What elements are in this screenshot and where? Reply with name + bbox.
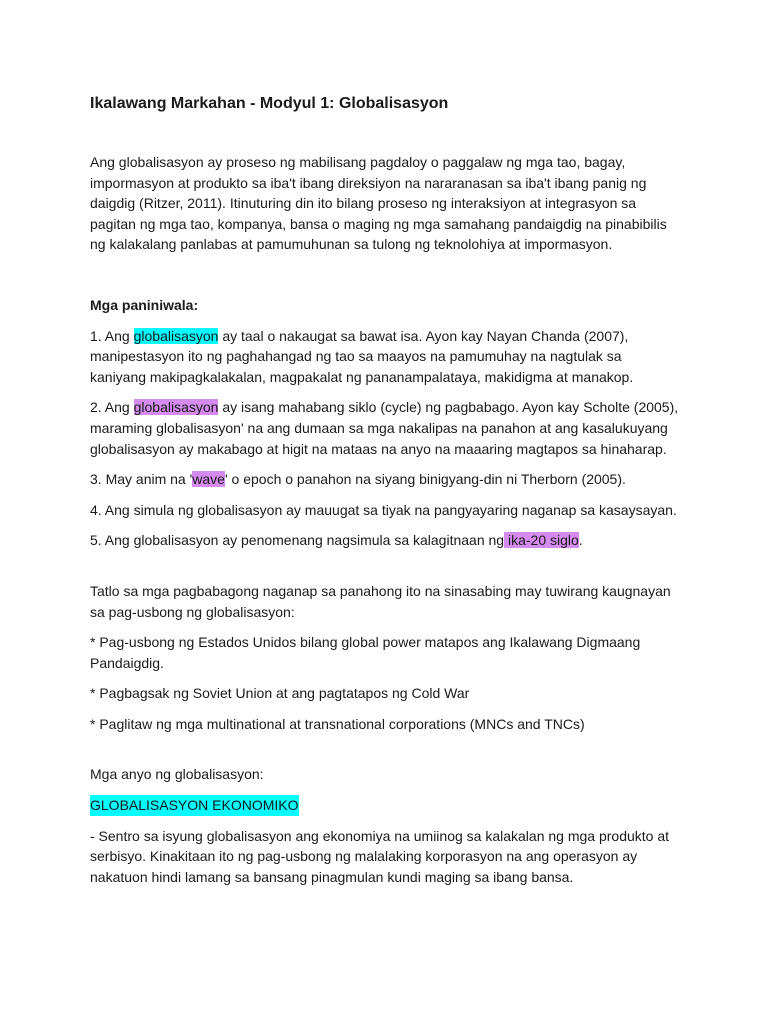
belief-item-5 (90, 530, 680, 551)
change-item-2: * Pagbagsak ng Soviet Union at ang pagtatapos ng Cold War (90, 685, 470, 702)
belief-2-after: ay isang mahabang siklo (cycle) ng pagbabago. Ayon kay Scholte (2005), maraming globalisasyon' na ang dumaan sa mga nakalipas na panahon at ang kasalukuyang globalisasyon ay makabago at higit na mataas na anyo na maaaring magtapos sa hinaharap. (90, 399, 679, 457)
belief-item-1 (90, 326, 680, 388)
belief-3-highlight: wave (192, 471, 225, 488)
belief-5-after: . (578, 532, 583, 549)
belief-2-before: 2. Ang (90, 399, 134, 416)
belief-2-highlight: globalisasyon (133, 399, 219, 416)
belief-3-after: ' o epoch o panahon na siyang binigyang-din ni Therborn (2005). (224, 471, 626, 488)
intro-paragraph: Ang globalisasyon ay proseso ng mabilisang pagdaloy o paggalaw ng mga tao, bagay, impormasyon at produkto sa iba't ibang direksiyon na nararanasan sa iba't ibang panig ng daigdig (Ritzer, 2011). Itinuturing din ito bilang proseso ng interaksiyon at integrasyon sa pagitan ng mga tao, kompanya, bansa o maging ng mga samahang pandaigdig na pinabibilis ng kalakalang panlabas at pamumuhunan sa tulong ng teknolohiya at impormasyon. (90, 154, 667, 253)
belief-item-4: 4. Ang simula ng globalisasyon ay mauugat sa tiyak na pangyayaring naganap sa kasaysayan. (90, 501, 677, 518)
form-description: - Sentro sa isyung globalisasyon ang ekonomiya na umiinog sa kalakalan ng mga produkto at serbisyo. Kinakitaan ito ng pag-usbong ng malalaking korporasyon na ang operasyon ay nakatuon hindi lamang sa bansang pinagmulan kundi maging sa ibang bansa. (90, 827, 670, 885)
belief-1-after: ay taal o nakaugat sa bawat isa. Ayon kay Nayan Chanda (2007), manipestasyon ito ng paghahangad ng tao sa maayos na pamumuhay na nagtulak sa kaniyang makipagkalakalan, magpakalat ng pananampalataya, makidigma at manakop. (90, 327, 634, 385)
page-title: Ikalawang Markahan - Modyul 1: Globalisasyon (90, 95, 449, 112)
belief-item-3 (90, 469, 680, 490)
belief-5-highlight: ika-20 siglo (504, 532, 579, 549)
belief-item-2 (90, 397, 680, 459)
belief-1-before: 1. Ang (90, 327, 134, 344)
change-item-1: * Pag-usbong ng Estados Unidos bilang global power matapos ang Ikalawang Digmaang Pandaigdig. (90, 634, 641, 671)
belief-1-highlight: globalisasyon (133, 327, 219, 344)
belief-5-before: 5. Ang globalisasyon ay penomenang nagsimula sa kalagitnaan ng (90, 532, 505, 549)
beliefs-heading: Mga paniniwala: (90, 296, 199, 313)
changes-intro: Tatlo sa mga pagbabagong naganap sa panahong ito na sinasabing may tuwirang kaugnayan sa pag-usbong ng globalisasyon: (90, 582, 671, 620)
change-item-3: * Paglitaw ng mga multinational at transnational corporations (MNCs and TNCs) (90, 715, 585, 732)
forms-heading: Mga anyo ng globalisasyon: (90, 766, 264, 783)
belief-3-before: 3. May anim na ' (90, 471, 193, 488)
form-label-ekonomiko: GLOBALISASYON EKONOMIKO (90, 795, 299, 816)
